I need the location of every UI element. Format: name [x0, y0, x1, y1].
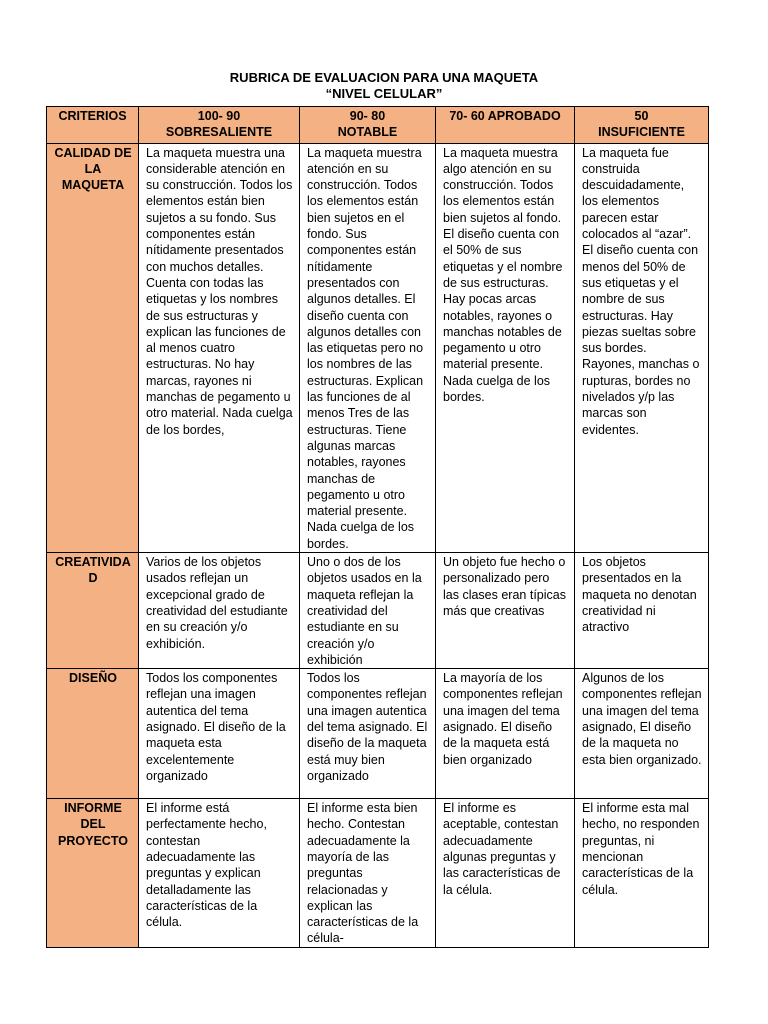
table-row — [47, 799, 709, 948]
cell-calidad-insuficiente: La maqueta fue construida descuidadamente, los elementos parecen estar colocados al “azar”. El diseño cuenta con menos del 50% de sus etiquetas y el nombre de sus estructuras. Hay piezas sueltas sobre sus bordes. Rayones, manchas o rupturas, bordes no nivelados y/p las marcas son evidentes. — [575, 143, 709, 552]
cell-diseno-aprobado: La mayoría de los componentes reflejan una imagen del tema asignado. El diseño de la maqueta está bien organizado — [436, 669, 575, 799]
header-sobresaliente-range: 100- 90 — [197, 109, 241, 123]
cell-creatividad-notable: Uno o dos de los objetos usados en la maqueta reflejan la creatividad del estudiante en su creación y/o exhibición — [300, 553, 436, 669]
header-insuficiente — [575, 107, 709, 144]
cell-informe-insuficiente: El informe esta mal hecho, no responden preguntas, ni mencionan características de la célula. — [575, 799, 709, 948]
header-sobresaliente-label: SOBRESALIENTE — [165, 125, 273, 140]
document-title-block — [0, 70, 768, 102]
criterion-diseno: DISEÑO — [47, 669, 139, 799]
criterion-informe: INFORME DEL PROYECTO — [47, 799, 139, 948]
header-sobresaliente — [139, 107, 300, 144]
cell-informe-notable: El informe esta bien hecho. Contestan adecuadamente la mayoría de las preguntas relacionadas y explican las características de la célula- — [300, 799, 436, 948]
cell-calidad-sobresaliente: La maqueta muestra una considerable atención en su construcción. Todos los elementos están bien sujetos a su fondo. Sus componentes están nítidamente presentados con muchos detalles. Cuenta con todas las etiquetas y los nombres de sus estructuras y explican las funciones de al menos cuatro estructuras. No hay marcas, rayones ni manchas de pegamento u otro material. Nada cuelga de los bordes, — [139, 143, 300, 552]
header-aprobado: 70- 60 APROBADO — [436, 107, 575, 144]
cell-diseno-insuficiente: Algunos de los componentes reflejan una imagen del tema asignado, El diseño de la maqueta no esta bien organizado. — [575, 669, 709, 799]
cell-creatividad-sobresaliente: Varios de los objetos usados reflejan un excepcional grado de creatividad del estudiante en su creación y/o exhibición. — [139, 553, 300, 669]
document-subtitle: “NIVEL CELULAR” — [325, 86, 443, 101]
criterion-creatividad: CREATIVIDA D — [47, 553, 139, 669]
cell-diseno-sobresaliente: Todos los componentes reflejan una imagen autentica del tema asignado. El diseño de la maqueta esta excelentemente organizado — [139, 669, 300, 799]
table-row — [47, 669, 709, 799]
criterion-calidad: CALIDAD DE LA MAQUETA — [47, 143, 139, 552]
header-notable-range: 90- 80 — [349, 109, 386, 123]
header-notable — [300, 107, 436, 144]
table-row — [47, 553, 709, 669]
header-row — [47, 107, 709, 144]
header-criterios: CRITERIOS — [47, 107, 139, 144]
cell-informe-sobresaliente: El informe está perfectamente hecho, contestan adecuadamente las preguntas y explican detalladamente las características de la célula. — [139, 799, 300, 948]
cell-calidad-aprobado: La maqueta muestra algo atención en su construcción. Todos los elementos están bien sujetos al fondo. El diseño cuenta con el 50% de sus etiquetas y el nombre de sus estructuras. Hay pocas arcas notables, rayones o manchas notables de pegamento u otro material presente. Nada cuelga de los bordes. — [436, 143, 575, 552]
cell-informe-aprobado: El informe es aceptable, contestan adecuadamente algunas preguntas y las características de la célula. — [436, 799, 575, 948]
table-row — [47, 143, 709, 552]
header-notable-label: NOTABLE — [337, 125, 398, 140]
cell-creatividad-aprobado: Un objeto fue hecho o personalizado pero las clases eran típicas más que creativas — [436, 553, 575, 669]
header-insuficiente-label: INSUFICIENTE — [598, 125, 685, 140]
cell-diseno-notable: Todos los componentes reflejan una imagen autentica del tema asignado. El diseño de la maqueta está muy bien organizado — [300, 669, 436, 799]
document-title: RUBRICA DE EVALUACION PARA UNA MAQUETA — [229, 70, 539, 85]
header-insuficiente-range: 50 — [634, 109, 649, 123]
cell-creatividad-insuficiente: Los objetos presentados en la maqueta no denotan creatividad ni atractivo — [575, 553, 709, 669]
rubric-table — [46, 106, 709, 948]
cell-calidad-notable: La maqueta muestra atención en su construcción. Todos los elementos están bien sujetos en el fondo. Sus componentes están nítidamente presentados con algunos detalles. El diseño cuenta con algunos detalles con las etiquetas pero no los nombres de las estructuras. Explican las funciones de al menos Tres de las estructuras. Tiene algunas marcas notables, rayones manchas de pegamento u otro material presente. Nada cuelga de los bordes. — [300, 143, 436, 552]
